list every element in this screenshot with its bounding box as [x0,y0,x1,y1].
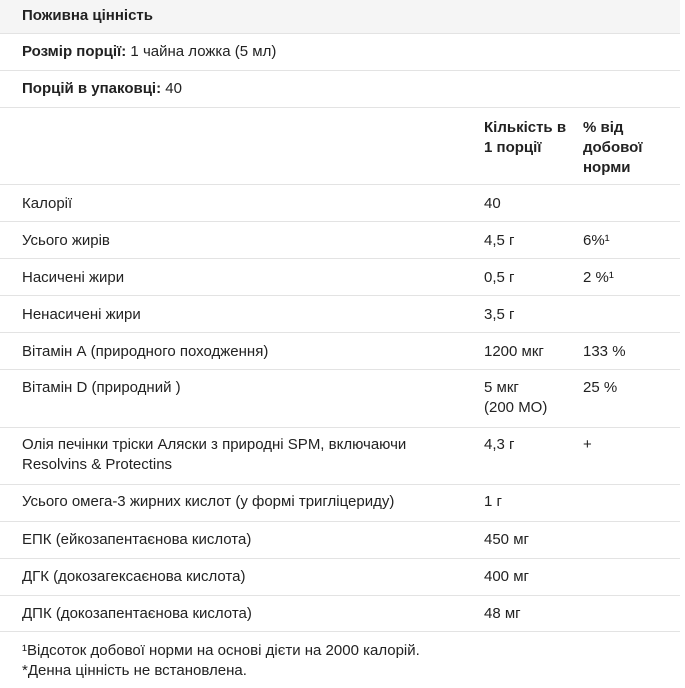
nutrient-amount: 4,5 г [484,232,515,249]
table-row [0,522,680,559]
column-header-row [0,108,680,185]
nutrient-amount: 40 [484,195,501,212]
table-row [0,222,680,259]
nutrient-daily-value: 2 %¹ [583,269,614,286]
nutrient-amount: 1200 мкг [484,343,544,360]
nutrient-name: Усього омега-3 жирних кислот (у формі тригліцериду) [22,493,395,510]
serving-size-row [0,34,680,71]
nutrient-amount: 400 мг [484,568,529,585]
nutrient-name: Ненасичені жири [22,306,141,323]
table-title-row [0,0,680,34]
nutrient-amount: 48 мг [484,605,521,622]
nutrient-amount: 450 мг [484,531,529,548]
nutrient-name: Насичені жири [22,269,125,286]
nutrient-name: ДПК (докозапентаєнова кислота) [22,605,252,622]
table-row [0,485,680,522]
nutrient-daily-value: 6%¹ [583,232,610,249]
amount-column-header: Кількість в 1 порції [484,119,567,156]
nutrient-daily-value: + [583,436,592,453]
table-row [0,559,680,596]
table-row [0,428,680,485]
table-title: Поживна цінність [22,7,153,24]
nutrient-amount: 0,5 г [484,269,515,286]
serving-size-value: 1 чайна ложка (5 мл) [126,43,277,60]
table-row [0,370,680,428]
table-row [0,185,680,222]
servings-per-container-label: Порцій в упаковці: [22,80,162,97]
nutrient-name: Вітамін D (природний ) [22,379,181,396]
nutrient-amount: 3,5 г [484,306,515,323]
nutrient-name: Калорії [22,195,73,212]
footnote-not-established: *Денна цінність не встановлена. [22,662,247,679]
table-row [0,596,680,632]
nutrient-name: Олія печінки тріски Аляски з природні SPM, включаючи Resolvins & Protectins [22,436,407,473]
nutrient-amount: 4,3 г [484,436,515,453]
daily-value-column-header: % від добової норми [583,119,643,176]
table-row [0,333,680,370]
nutrient-amount: 1 г [484,493,502,510]
nutrient-name: Усього жирів [22,232,110,249]
nutrient-name: ДГК (докозагексаєнова кислота) [22,568,246,585]
servings-per-container-row [0,71,680,108]
table-row [0,296,680,333]
nutrient-daily-value: 133 % [583,343,626,360]
table-row [0,259,680,296]
nutrient-daily-value: 25 % [583,379,618,396]
nutrient-amount: 5 мкг (200 МО) [484,379,548,416]
servings-per-container-value: 40 [161,80,182,97]
footnote-daily-value: ¹Відсоток добової норми на основі дієти на 2000 калорій. [22,642,420,659]
nutrient-name: ЕПК (ейкозапентаєнова кислота) [22,531,252,548]
nutrient-name: Вітамін А (природного походження) [22,343,269,360]
serving-size-label: Розмір порції: [22,43,127,60]
